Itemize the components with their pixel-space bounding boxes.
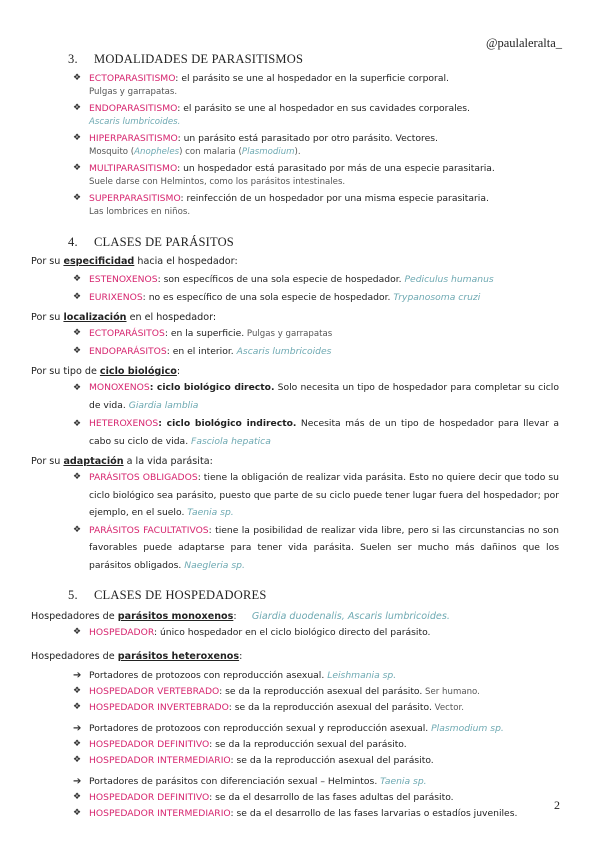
term: PARÁSITOS OBLIGADOS: [89, 472, 198, 483]
lead-text: Portadores de protozoos con reproducción sexual y reproducción asexual.: [89, 723, 429, 734]
definition: : se da la reproducción asexual del parásito.: [219, 686, 423, 697]
example-species: Trypanosoma cruzi: [393, 292, 481, 303]
diamond-bullet-icon: ❖: [73, 472, 82, 482]
definition: : tiene la obligación de realizar vida parásita. Esto no quiere decir que todo su ciclo biológico sea parásito, puesto que parte de su ciclo puede tener lugar fuera del hospedador; por ejemplo, en el suelo.: [89, 472, 559, 518]
definition: : un hospedador está parasitado por más de una especie parasitaria.: [177, 163, 495, 174]
example-species: Pediculus humanus: [404, 274, 494, 285]
section-title: CLASES DE HOSPEDADORES: [94, 588, 267, 602]
term: PARÁSITOS FACULTATIVOS: [89, 524, 209, 536]
example-species: Fasciola hepatica: [191, 436, 271, 447]
example-species: Giardia duodenalis, Ascaris lumbricoides.: [251, 611, 450, 622]
term: HOSPEDADOR DEFINITIVO: [89, 792, 210, 803]
diamond-bullet-icon: ❖: [73, 133, 82, 143]
definition-bold: : ciclo biológico directo.: [149, 382, 275, 393]
example-species: Taenia sp.: [380, 776, 427, 787]
arrow-bullet-icon: ➔: [73, 670, 82, 681]
section-5-heading: [68, 588, 559, 603]
diamond-bullet-icon: ❖: [73, 686, 82, 696]
diamond-bullet-icon: ❖: [73, 193, 82, 203]
diamond-bullet-icon: ❖: [73, 419, 82, 429]
lead-text: Portadores de protozoos con reproducción asexual.: [89, 670, 325, 681]
term: HOSPEDADOR VERTEBRADO: [89, 686, 220, 697]
term: HOSPEDADOR INVERTEBRADO: [89, 702, 229, 713]
term: HOSPEDADOR INTERMEDIARIO: [89, 755, 231, 766]
example: Mosquito (Anopheles) con malaria (Plasmodium).: [89, 147, 301, 157]
term: ESTENOXENOS: [89, 274, 158, 285]
diamond-bullet-icon: ❖: [73, 163, 82, 173]
list-item: [31, 344, 559, 359]
list-item: [31, 625, 559, 640]
example: Vector.: [431, 703, 464, 713]
list-item: [31, 806, 559, 821]
group-intro: Por su localización en el hospedador:: [31, 312, 217, 323]
group-key: localización: [63, 312, 127, 323]
section-3-heading: [68, 52, 559, 67]
term: ECTOPARÁSITOS: [89, 328, 165, 339]
example-species: Ascaris lumbricoides.: [89, 117, 181, 127]
diamond-bullet-icon: ❖: [73, 524, 82, 535]
definition: : en la superficie.: [164, 328, 245, 339]
list-item: [31, 522, 559, 575]
section-title: CLASES DE PARÁSITOS: [94, 235, 234, 249]
example-species: Ascaris lumbricoides: [236, 346, 332, 357]
term: EURIXENOS: [89, 292, 143, 303]
list-item: [31, 737, 559, 752]
group-intro: Por su especificidad hacia el hospedador:: [31, 256, 238, 267]
group-key: parásitos heteroxenos: [117, 651, 240, 662]
group-intro: Por su adaptación a la vida parásita:: [31, 456, 213, 467]
diamond-bullet-icon: ❖: [73, 792, 82, 802]
term: HOSPEDADOR DEFINITIVO: [89, 739, 210, 750]
arrow-bullet-icon: ➔: [73, 723, 82, 734]
list-item: [31, 415, 559, 451]
list-item: [31, 326, 559, 341]
lead-item: [31, 721, 559, 736]
list-item: [31, 272, 559, 287]
lead-item: [31, 668, 559, 683]
definition: Necesita más de un tipo de hospedador para llevar a cabo su ciclo de vida.: [89, 418, 559, 447]
term: ECTOPARASITISMO: [89, 73, 176, 84]
list-item: [31, 469, 559, 522]
diamond-bullet-icon: ❖: [73, 346, 82, 356]
term: HETEROXENOS: [89, 418, 159, 429]
list-item: [31, 379, 559, 415]
definition: : el parásito se une al hospedador en la superficie corporal.: [175, 73, 449, 84]
example-species: Plasmodium sp.: [431, 723, 504, 734]
diamond-bullet-icon: ❖: [73, 702, 82, 712]
example: Suele darse con Helmintos, como los parásitos intestinales.: [89, 177, 346, 187]
term: SUPERPARASITISMO: [89, 193, 181, 204]
example-species: Taenia sp.: [187, 507, 234, 518]
list-item: [31, 71, 559, 99]
example-species: Plasmodium: [241, 147, 295, 157]
definition: Solo necesita un tipo de hospedador para completar su ciclo de vida.: [89, 382, 559, 411]
definition: : no es específico de una sola especie de hospedador.: [142, 292, 391, 303]
section-number: 3.: [68, 52, 78, 66]
group-key: ciclo biológico: [99, 366, 177, 377]
definition: : en el interior.: [166, 346, 234, 357]
diamond-bullet-icon: ❖: [73, 739, 82, 749]
diamond-bullet-icon: ❖: [73, 73, 82, 83]
term: MONOXENOS: [89, 382, 150, 393]
list-item: [31, 161, 559, 189]
definition: : se da la reproducción sexual del parásito.: [209, 739, 407, 750]
definition: : el parásito se une al hospedador en sus cavidades corporales.: [177, 103, 470, 114]
definition: : son específicos de una sola especie de hospedador.: [157, 274, 402, 285]
definition: : se da la reproducción asexual del parásito.: [230, 755, 434, 766]
page-content: [31, 52, 559, 821]
section-4-heading: [68, 235, 559, 250]
list-item: [31, 131, 559, 159]
lead-text: Portadores de parásitos con diferenciación sexual – Helmintos.: [89, 776, 378, 787]
example: Ser humano.: [422, 687, 480, 697]
diamond-bullet-icon: ❖: [73, 383, 82, 393]
diamond-bullet-icon: ❖: [73, 103, 82, 113]
diamond-bullet-icon: ❖: [73, 627, 82, 637]
diamond-bullet-icon: ❖: [73, 808, 82, 818]
term: HIPERPARASITISMO: [89, 133, 178, 144]
definition-bold: : ciclo biológico indirecto.: [158, 418, 297, 429]
list-item: [31, 700, 559, 715]
term: ENDOPARÁSITOS: [89, 346, 167, 357]
list-item: [31, 790, 559, 805]
example-species: Giardia lamblia: [128, 400, 199, 411]
term: ENDOPARASITISMO: [89, 103, 178, 114]
group-intro: Hospedadores de parásitos monoxenos: Giardia duodenalis, Ascaris lumbricoides.: [31, 611, 450, 622]
lead-item: [31, 774, 559, 789]
term: HOSPEDADOR INTERMEDIARIO: [89, 808, 231, 819]
section-number: 5.: [68, 588, 78, 602]
section-title: MODALIDADES DE PARASITISMOS: [94, 52, 304, 66]
diamond-bullet-icon: ❖: [73, 274, 82, 284]
arrow-bullet-icon: ➔: [73, 776, 82, 787]
example-species: Leishmania sp.: [327, 670, 397, 681]
definition: : reinfección de un hospedador por una misma especie parasitaria.: [180, 193, 489, 204]
group-key: parásitos monoxenos: [117, 611, 234, 622]
definition: : un parásito está parasitado por otro parásito. Vectores.: [177, 133, 438, 144]
list-item: [31, 101, 559, 129]
list-item: [31, 753, 559, 768]
diamond-bullet-icon: ❖: [73, 292, 82, 302]
section-number: 4.: [68, 235, 78, 249]
definition: : se da el desarrollo de las fases adultas del parásito.: [209, 792, 454, 803]
group-key: especificidad: [63, 256, 135, 267]
list-item: [31, 191, 559, 219]
term: HOSPEDADOR: [89, 627, 154, 638]
example-species: Anopheles: [134, 147, 180, 157]
list-item: [31, 684, 559, 699]
group-intro: Por su tipo de ciclo biológico:: [31, 366, 181, 377]
definition: : tiene la posibilidad de realizar vida libre, pero si las circunstancias no son favorables puede adaptarse para tener vida parásita. Suelen ser mucho más dañinos que los parásitos obligados.: [89, 524, 560, 571]
definition: : se da la reproducción asexual del parásito.: [228, 702, 432, 713]
example-species: Naegleria sp.: [184, 559, 245, 571]
example: Las lombrices en niños.: [89, 207, 191, 217]
definition: : único hospedador en el ciclo biológico directo del parásito.: [153, 627, 431, 638]
diamond-bullet-icon: ❖: [73, 755, 82, 765]
list-item: [31, 290, 559, 305]
author-handle: @paulaleralta_: [485, 36, 562, 50]
term: MULTIPARASITISMO: [89, 163, 178, 174]
example: Pulgas y garrapatas.: [89, 87, 178, 97]
definition: : se da el desarrollo de las fases larvarias o estadíos juveniles.: [230, 808, 518, 819]
diamond-bullet-icon: ❖: [73, 328, 82, 338]
page-number: 2: [554, 798, 560, 812]
group-key: adaptación: [63, 456, 124, 467]
example: Pulgas y garrapatas: [244, 329, 333, 339]
group-intro: Hospedadores de parásitos heteroxenos:: [31, 651, 243, 662]
